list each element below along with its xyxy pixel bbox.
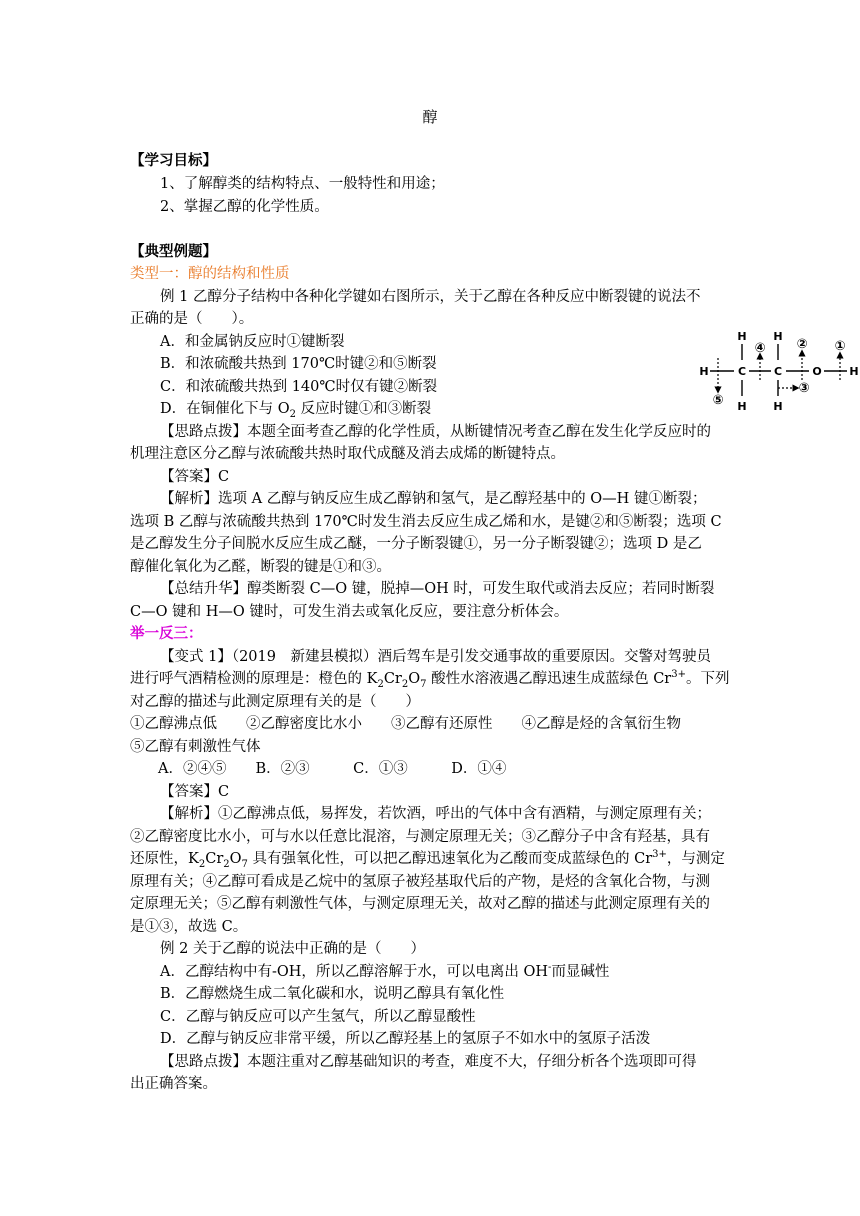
example1-explanation-line3: 是乙醇发生分子间脱水反应生成乙醚，一分子断裂键①，另一分子断裂键②；选项 D 是乙 xyxy=(130,536,702,552)
example2-question: 例 2 关于乙醇的说法中正确的是（ ） xyxy=(160,941,425,957)
atom-h-bottom-left: H xyxy=(737,400,747,413)
example1-summary-line2: C—O 键和 H—O 键时，可发生消去或氧化反应，要注意分析体会。 xyxy=(130,604,569,620)
example1-hint-line2: 机理注意区分乙醇与浓硫酸共热时取代成醚及消去成烯的断键特点。 xyxy=(130,446,565,462)
atom-h-left: H xyxy=(699,365,709,378)
bond-label-2: ② xyxy=(796,337,808,352)
variant1-explanation-line3: 还原性，$K_2Cr_2O_7$ 具有强氧化性，可以把乙醇迅速氧化为乙酸而变成蓝绿色的 $Cr^{3+}$，与测定 xyxy=(130,849,725,870)
example1-explanation-line1: 【解析】选项 A 乙醇与钠反应生成乙醇钠和氢气，是乙醇羟基中的 O—H 键①断裂； xyxy=(160,491,707,507)
variant1-question-line2: 进行呼气酒精检测的原理是：橙色的 $K_2Cr_2O_7$ 酸性水溶液遇乙醇迅速生成蓝绿色 $Cr^{3+}$。下列 xyxy=(130,669,730,690)
variant1-question-line3: 对乙醇的描述与此测定原理有关的是（ ） xyxy=(130,694,420,710)
variant1-explanation-line4: 原理有关；④乙醇可看成是乙烷中的氢原子被羟基取代后的产物，是烃的含氧化合物，与测 xyxy=(130,874,710,890)
bond-label-4: ④ xyxy=(754,341,766,356)
atom-h-bottom-right: H xyxy=(773,400,783,413)
variant1-statements-line1: ①乙醇沸点低 ②乙醇密度比水小 ③乙醇有还原性 ④乙醇是烃的含氧衍生物 xyxy=(130,716,681,732)
atom-o: O xyxy=(812,365,822,378)
variant1-choices: A．②④⑤ B．②③ C．①③ D．①④ xyxy=(158,761,507,777)
example1-question-line2: 正确的是（ ）。 xyxy=(130,311,254,327)
example1-option-a: A．和金属钠反应时①键断裂 xyxy=(160,334,345,350)
example1-summary-line1: 【总结升华】醇类断裂 C—O 键，脱掉—OH 时，可发生取代或消去反应；若同时断裂 xyxy=(160,581,715,597)
variant1-explanation-line6: 是①③，故选 C。 xyxy=(130,919,248,935)
variant1-explanation-line5: 定原理无关；⑤乙醇有刺激性气体，与测定原理无关，故对乙醇的描述与此测定原理有关的 xyxy=(130,896,710,912)
bond-label-5: ⑤ xyxy=(712,393,724,408)
example1-explanation-line4: 醇催化氧化为乙醛，断裂的键是①和③。 xyxy=(130,559,391,575)
goal-item-1: 1、了解醇类的结构特点、一般特性和用途； xyxy=(160,176,445,192)
example2-option-c: C．乙醇与钠反应可以产生氢气，所以乙醇显酸性 xyxy=(160,1009,476,1025)
atom-h-top-left: H xyxy=(737,330,747,343)
example2-hint-line2: 出正确答案。 xyxy=(130,1076,217,1092)
variant1-statements-line2: ⑤乙醇有刺激性气体 xyxy=(130,739,261,755)
practice-heading: 举一反三： xyxy=(130,625,203,642)
example1-question-line1: 例 1 乙醇分子结构中各种化学键如右图所示，关于乙醇在各种反应中断裂键的说法不 xyxy=(160,289,701,305)
examples-heading: 【典型例题】 xyxy=(130,243,217,260)
bond-label-1: ① xyxy=(834,339,846,354)
example2-option-b: B．乙醇燃烧生成二氧化碳和水，说明乙醇具有氧化性 xyxy=(160,986,505,1002)
ethanol-bond-diagram xyxy=(692,328,860,418)
example2-hint-line1: 【思路点拨】本题注重对乙醇基础知识的考查，难度不大，仔细分析各个选项即可得 xyxy=(160,1054,697,1070)
atom-h-right: H xyxy=(849,365,859,378)
goal-item-2: 2、掌握乙醇的化学性质。 xyxy=(160,199,329,215)
page-title: 醇 xyxy=(422,108,438,126)
atom-c-right: C xyxy=(773,365,783,378)
variant1-answer: 【答案】C xyxy=(160,784,230,800)
type-heading: 类型一：醇的结构和性质 xyxy=(130,266,290,282)
example1-explanation-line2: 选项 B 乙醇与浓硫酸共热到 170℃时发生消去反应生成乙烯和水，是键②和⑤断裂；选项 C xyxy=(130,514,722,530)
example2-option-d: D．乙醇与钠反应非常平缓，所以乙醇羟基上的氢原子不如水中的氢原子活泼 xyxy=(160,1031,651,1047)
atom-h-top-right: H xyxy=(773,330,783,343)
example1-option-c: C．和浓硫酸共热到 140℃时仅有键②断裂 xyxy=(160,379,438,395)
variant1-question-line1: 【变式 1】（2019 新建县模拟）酒后驾车是引发交通事故的重要原因。交警对驾驶员 xyxy=(160,649,711,665)
variant1-explanation-line1: 【解析】①乙醇沸点低，易挥发，若饮酒，呼出的气体中含有酒精，与测定原理有关； xyxy=(160,806,711,822)
example2-option-a: A．乙醇结构中有-OH，所以乙醇溶解于水，可以电离出 OH-而显碱性 xyxy=(160,962,610,980)
example1-hint-line1: 【思路点拨】本题全面考查乙醇的化学性质，从断键情况考查乙醇在发生化学反应时的 xyxy=(160,424,711,440)
example1-option-b: B．和浓硫酸共热到 170℃时键②和⑤断裂 xyxy=(160,356,437,372)
example1-answer: 【答案】C xyxy=(160,469,230,485)
variant1-explanation-line2: ②乙醇密度比水小，可与水以任意比混溶，与测定原理无关；③乙醇分子中含有羟基，具有 xyxy=(130,829,710,845)
atom-c-left: C xyxy=(737,365,747,378)
example1-option-d: D．在铜催化下与 $O_2$ 反应时键①和③断裂 xyxy=(160,401,432,420)
bond-label-3: ③ xyxy=(798,381,810,396)
learning-goals-heading: 【学习目标】 xyxy=(130,152,217,169)
